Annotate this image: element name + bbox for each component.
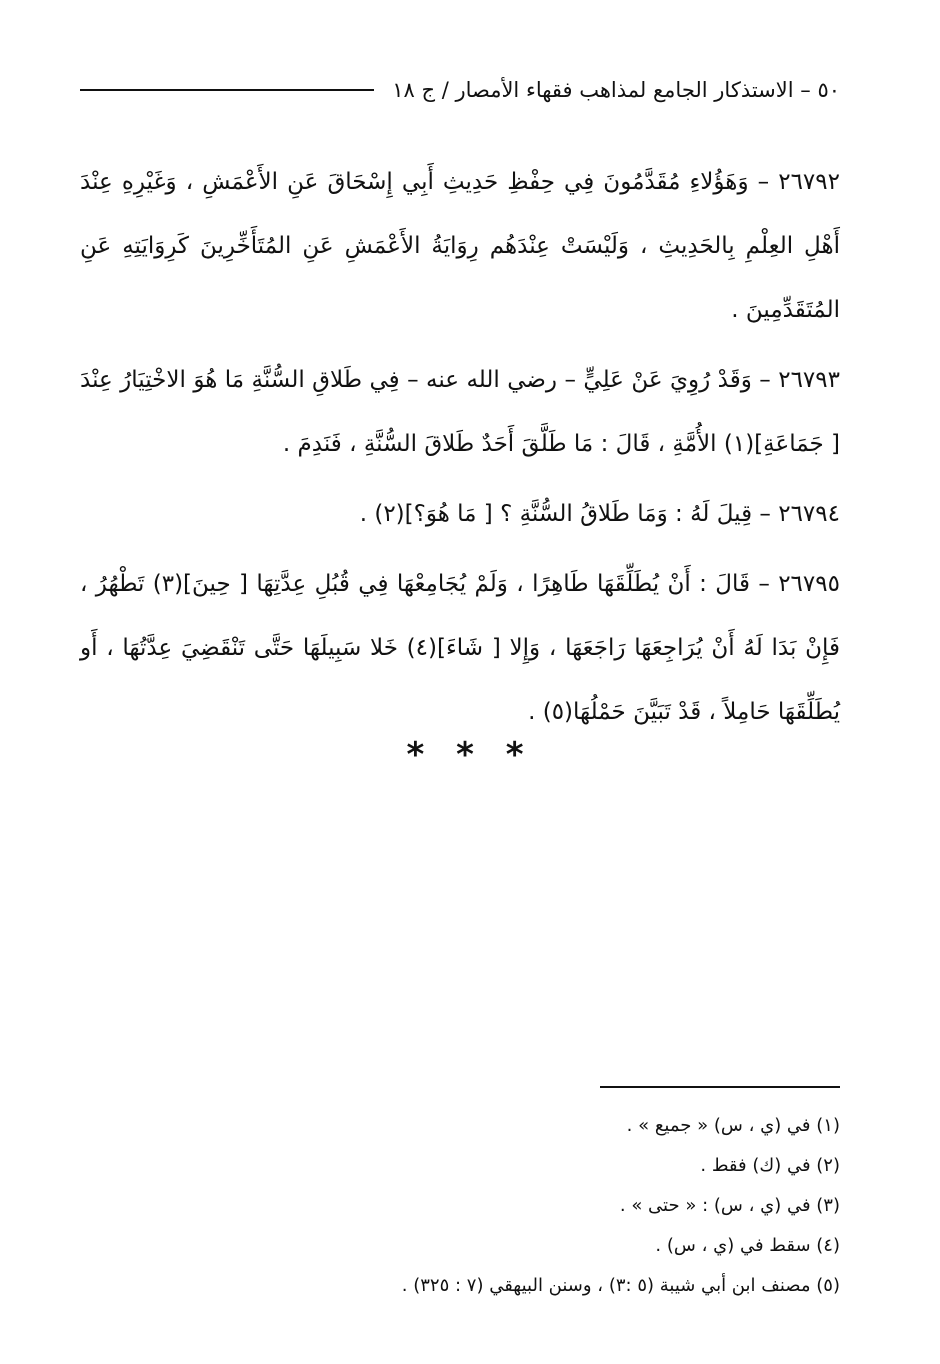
running-header-text: ٥٠ – الاستذكار الجامع لمذاهب فقهاء الأمصار / ج ١٨ xyxy=(392,78,840,102)
footnote-1: (١) في (ي ، س) « جميع » . xyxy=(626,1115,840,1136)
paragraph-26792: ٢٦٧٩٢ – وَهَؤُلاءِ مُقَدَّمُونَ فِي حِفْظِ حَدِيثِ أَبِي إِسْحَاقَ عَنِ الأَعْمَشِ ، وَغَيْرِهِ عِنْدَ أَهْلِ العِلْمِ بِالحَدِيثِ ، وَلَيْسَتْ عِنْدَهُم رِوَايَةُ الأَعْمَشِ عَنِ المُتَأَخِّرِينَ كَرِوَايَتِهِ عَنِ المُتَقَدِّمِينَ . xyxy=(80,169,840,323)
footnote-5: (٥) مصنف ابن أبي شيبة (٥ :٣) ، وسنن البيهقي (٧ : ٣٢٥) . xyxy=(401,1275,840,1296)
header-rule xyxy=(80,89,374,91)
footnote-4: (٤) سقط في (ي ، س) . xyxy=(655,1235,840,1256)
body-text xyxy=(80,150,840,750)
running-header xyxy=(80,70,840,110)
paragraph-26794: ٢٦٧٩٤ – قِيلَ لَهُ : وَمَا طَلاقُ السُّنَّةِ ؟ [ مَا هُوَ؟](٢) . xyxy=(359,501,840,527)
footnote-rule xyxy=(600,1086,840,1088)
footnotes xyxy=(80,1106,840,1306)
paragraph-26795: ٢٦٧٩٥ – قَالَ : أَنْ يُطَلِّقَهَا طَاهِرًا ، وَلَمْ يُجَامِعْهَا فِي قُبُلِ عِدَّتِهَا [ حِينَ](٣) تَطْهُرُ ، فَإِنْ بَدَا لَهُ أَنْ يُرَاجِعَهَا رَاجَعَهَا ، وَإِلا [ شَاءَ](٤) خَلا سَبِيلَهَا حَتَّى تَنْقَضِيَ عِدَّتُهَا ، أَو يُطَلِّقَهَا حَامِلاً ، قَدْ تَبَيَّنَ حَمْلُهَا(٥) . xyxy=(80,571,840,725)
section-separator: * * * xyxy=(406,735,534,775)
footnote-2: (٢) في (ك) فقط . xyxy=(700,1155,840,1176)
paragraph-26793: ٢٦٧٩٣ – وَقَدْ رُوِيَ عَنْ عَلِيٍّ – رضي الله عنه – فِي طَلاقِ السُّنَّةِ مَا هُوَ الاخْتِيَارُ عِنْدَ [ جَمَاعَةِ](١) الأُمَّةِ ، قَالَ : مَا طَلَّقَ أَحَدٌ طَلاقَ السُّنَّةِ ، فَنَدِمَ . xyxy=(80,367,840,457)
footnote-3: (٣) في (ي ، س) : « حتى » . xyxy=(619,1195,840,1216)
